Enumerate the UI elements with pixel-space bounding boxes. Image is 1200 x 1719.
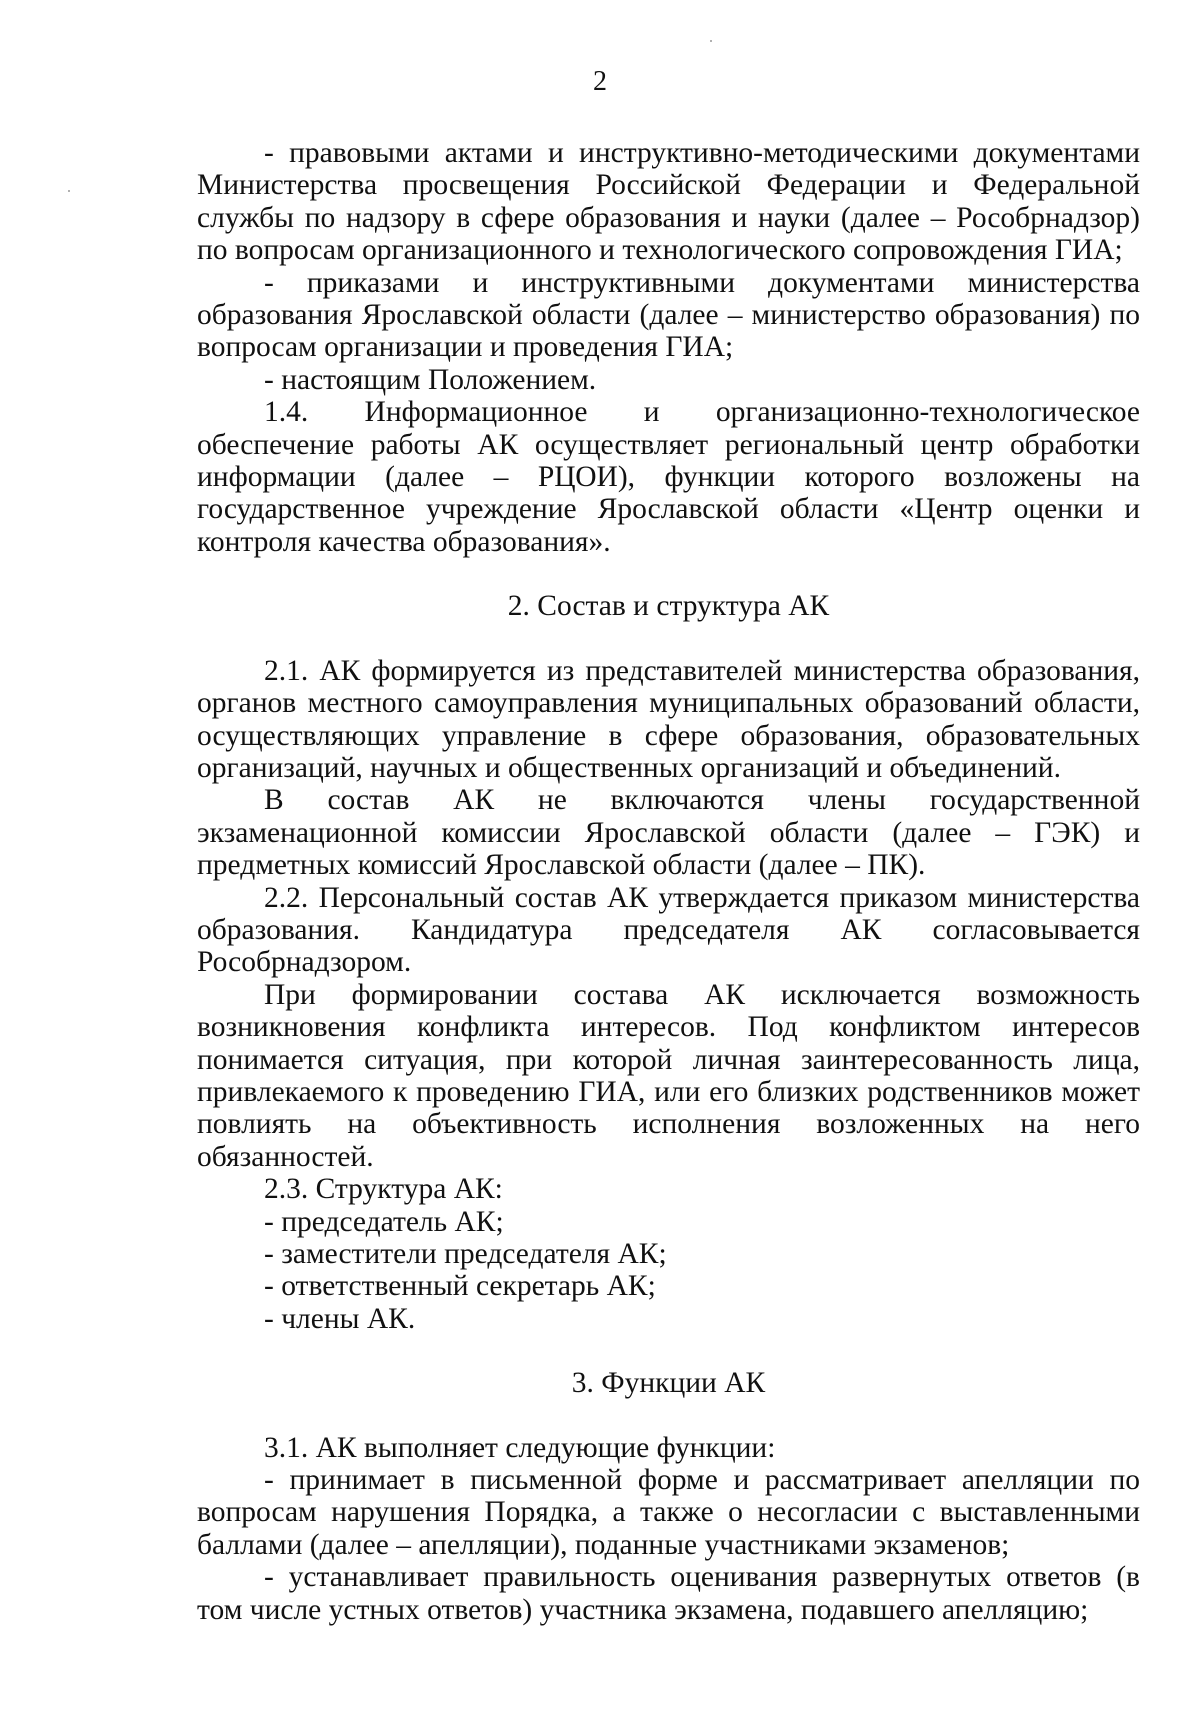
paragraph-conflict-of-interest: При формировании состава АК исключается возможность возникновения конфликта интересов. Под конфликтом интересов понимается ситуация, при которой личная заинтересованность лица, привлекаемого к проведению ГИА, или его близких родственников может повлиять на объективность исполнения возложенных на него обязанностей. [197,978,1140,1173]
list-item-chair: - председатель АК; [264,1205,504,1238]
document-body [197,137,1140,1626]
paragraph-legal-acts: - правовыми актами и инструктивно-методическими документами Министерства просвещения Российской Федерации и Федеральной службы по надзору в сфере образования и науки (далее – Рособрнадзор) по вопросам организационного и технологического сопровождения ГИА; [197,137,1140,267]
paragraph-2-1: 2.1. АК формируется из представителей министерства образования, органов местного самоуправления муниципальных образований области, осуществляющих управление в сфере образования, образовательных организаций, научных и общественных организаций и объединений. [197,654,1140,784]
section-heading-2: 2. Состав и структура АК [507,590,830,623]
paragraph-ministry-orders: - приказами и инструктивными документами министерства образования Ярославской области (далее – министерство образования) по вопросам организации и проведения ГИА; [197,266,1140,364]
list-item-secretary: - ответственный секретарь АК; [264,1270,656,1303]
paragraph-establishes-correctness: - устанавливает правильность оценивания развернутых ответов (в том числе устных ответов) участника экзамена, подавшего апелляцию; [197,1561,1140,1626]
spacer [197,1335,1140,1367]
paragraph-accepts-appeals: - принимает в письменной форме и рассматривает апелляции по вопросам нарушения Порядка, а также о несогласии с выставленными баллами (далее – апелляции), поданные участниками экзаменов; [197,1464,1140,1561]
page-number: 2 [593,66,607,97]
scan-speck [710,40,712,42]
paragraph-this-regulation: - настоящим Положением. [264,363,597,396]
section-heading-3: 3. Функции АК [571,1367,766,1400]
paragraph-2-3: 2.3. Структура АК: [264,1173,503,1206]
paragraph-exclusions: В состав АК не включаются члены государственной экзаменационной комиссии Ярославской области (далее – ГЭК) и предметных комиссий Ярославской области (далее – ПК). [197,784,1140,882]
spacer [197,558,1140,590]
paragraph-3-1: 3.1. АК выполняет следующие функции: [264,1431,776,1464]
spacer [197,1400,1140,1432]
paragraph-1-4: 1.4. Информационное и организационно-технологическое обеспечение работы АК осуществляет региональный центр обработки информации (далее – РЦОИ), функции которого возложены на государственное учреждение Ярославской области «Центр оценки и контроля качества образования». [197,396,1140,558]
list-item-deputies: - заместители председателя АК; [264,1238,667,1270]
paragraph-2-2: 2.2. Персональный состав АК утверждается приказом министерства образования. Кандидатура председателя АК согласовывается Рособрнадзором. [197,881,1140,979]
list-item-members: - члены АК. [264,1302,416,1335]
spacer [197,623,1140,655]
scan-speck [68,190,70,192]
